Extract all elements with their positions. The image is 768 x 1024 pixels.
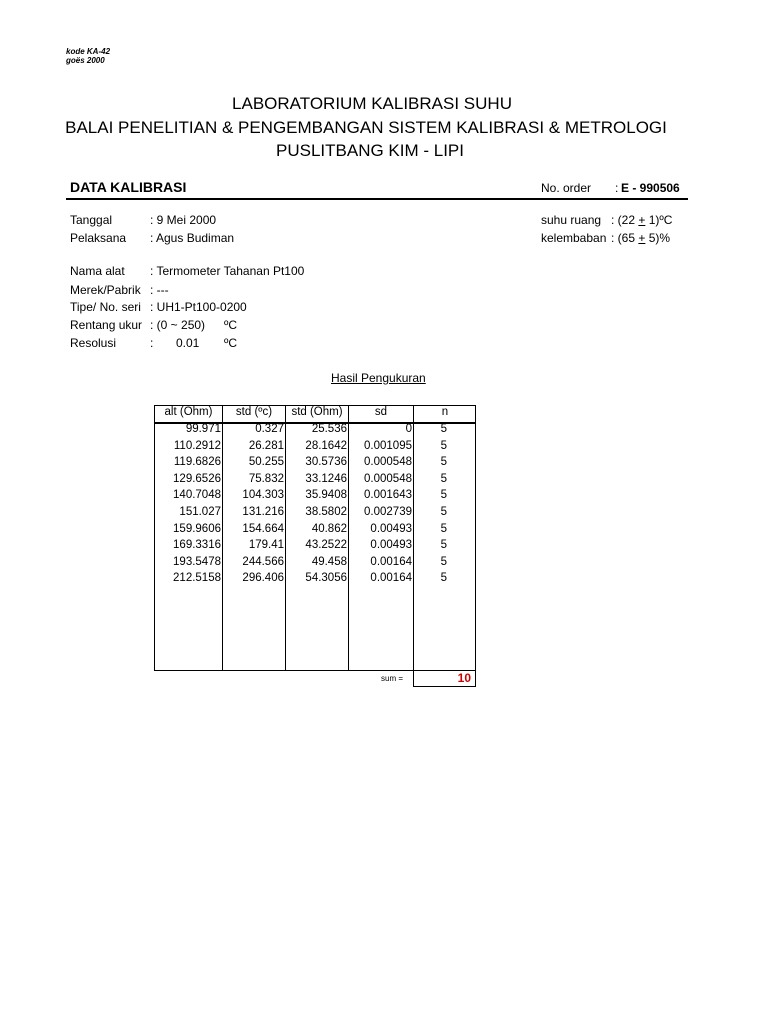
brand-label: Merek/Pabrik (70, 283, 141, 297)
cell-sd: 0.00493 (370, 539, 412, 552)
col-divider-2 (285, 405, 286, 671)
cell-alt-ohm: 119.6826 (173, 456, 221, 469)
cell-std-c: 296.406 (242, 572, 284, 585)
cell-alt-ohm: 193.5478 (173, 555, 221, 568)
humidity-post: 5)% (645, 231, 671, 245)
cell-n: 5 (440, 572, 447, 585)
resolution-label: Resolusi (70, 336, 117, 350)
room-temp-post: 1)ºC (645, 213, 673, 227)
room-temp-pm: + (638, 213, 646, 227)
cell-std-c: 154.664 (242, 522, 284, 535)
cell-n: 5 (440, 439, 447, 452)
cell-std-ohm: 43.2522 (305, 539, 347, 552)
operator-label: Pelaksana (70, 231, 127, 245)
type-serial-value: : UH1-Pt100-0200 (150, 300, 247, 314)
cell-std-ohm: 38.5802 (305, 506, 347, 518)
order-label: No. order (541, 181, 592, 195)
header-lab-name: LABORATORIUM KALIBRASI SUHU (232, 94, 512, 113)
cell-std-ohm: 49.458 (311, 555, 347, 568)
results-title-text: Hasil Pengukuran (331, 371, 426, 385)
cell-std-ohm: 54.3056 (305, 572, 347, 585)
instrument-name-label: Nama alat (70, 264, 125, 278)
humidity-value (611, 231, 670, 245)
cell-n: 5 (440, 472, 447, 485)
resolution-unit: ºC (224, 336, 238, 350)
room-temp-pre: : (22 (611, 213, 639, 227)
cell-sd: 0.000548 (364, 472, 412, 485)
cell-std-c: 179.41 (248, 539, 284, 552)
cell-std-c: 244.566 (242, 555, 284, 568)
resolution-value: 0.01 (176, 336, 200, 350)
results-title (331, 371, 426, 385)
date-label: Tanggal (70, 213, 113, 227)
humidity-label: kelembaban (541, 231, 607, 245)
cell-alt-ohm: 212.5158 (173, 572, 221, 585)
cell-n: 5 (440, 489, 447, 502)
column-header-n: n (441, 406, 449, 418)
cell-n: 5 (440, 506, 447, 518)
cell-std-c: 50.255 (248, 456, 284, 469)
operator-value: : Agus Budiman (150, 231, 235, 245)
resolution-separator: : (150, 336, 154, 350)
cell-sd: 0.000548 (364, 456, 412, 469)
code-line-2: goës 2000 (66, 56, 105, 65)
column-header-std-ohm: std (Ohm) (291, 406, 343, 418)
date-value: : 9 Mei 2000 (150, 213, 217, 227)
header-parent-org: PUSLITBANG KIM - LIPI (276, 141, 464, 160)
type-serial-label: Tipe/ No. seri (70, 300, 141, 314)
column-header-sd: sd (374, 406, 388, 418)
code-line-1: kode KA-42 (66, 47, 111, 56)
room-temp-value (611, 213, 672, 227)
cell-std-ohm: 30.5736 (305, 456, 347, 469)
cell-n: 5 (440, 456, 447, 469)
cell-sd: 0.00164 (370, 555, 412, 568)
col-divider-4 (413, 405, 414, 671)
cell-alt-ohm: 110.2912 (173, 439, 221, 452)
cell-n: 5 (440, 522, 447, 535)
cell-std-c: 104.303 (242, 489, 284, 502)
cell-std-ohm: 25.536 (311, 423, 347, 435)
sum-value: 10 (457, 671, 471, 685)
document-code (66, 47, 110, 65)
range-value: : (0 ~ 250) (150, 318, 206, 332)
cell-std-ohm: 33.1246 (305, 472, 347, 485)
cell-sd: 0.002739 (364, 506, 412, 518)
cell-sd: 0.001643 (364, 489, 412, 502)
cell-std-c: 131.216 (242, 506, 284, 518)
cell-std-c: 75.832 (248, 472, 284, 485)
section-rule (66, 198, 688, 200)
cell-std-c: 26.281 (248, 439, 284, 452)
range-label: Rentang ukur (70, 318, 143, 332)
humidity-pre: : (65 (611, 231, 639, 245)
cell-sd: 0.00493 (370, 522, 412, 535)
cell-n: 5 (440, 555, 447, 568)
cell-sd: 0 (405, 423, 412, 435)
brand-value: : --- (150, 283, 169, 297)
cell-sd: 0.001095 (364, 439, 412, 452)
cell-sd: 0.00164 (370, 572, 412, 585)
cell-std-ohm: 35.9408 (305, 489, 347, 502)
cell-std-ohm: 40.862 (311, 522, 347, 535)
cell-n: 5 (440, 539, 447, 552)
sum-label: sum = (381, 674, 404, 683)
humidity-pm: + (638, 231, 646, 245)
column-header-alt-ohm: alt (Ohm) (164, 406, 213, 418)
section-title: DATA KALIBRASI (70, 179, 187, 195)
cell-alt-ohm: 140.7048 (173, 489, 221, 502)
cell-alt-ohm: 159.9606 (173, 522, 221, 535)
cell-alt-ohm: 169.3316 (173, 539, 221, 552)
col-divider-3 (348, 405, 349, 671)
range-unit: ºC (224, 318, 238, 332)
room-temp-label: suhu ruang (541, 213, 602, 227)
cell-alt-ohm: 129.6526 (173, 472, 221, 485)
col-divider-1 (222, 405, 223, 671)
header-institution: BALAI PENELITIAN & PENGEMBANGAN SISTEM KALIBRASI & METROLOGI (65, 118, 667, 137)
cell-alt-ohm: 99.971 (185, 423, 221, 435)
cell-alt-ohm: 151.027 (179, 506, 221, 518)
cell-std-ohm: 28.1642 (305, 439, 347, 452)
instrument-name-value: : Termometer Tahanan Pt100 (150, 264, 305, 278)
order-separator: : (615, 181, 619, 195)
order-number: E - 990506 (621, 181, 680, 195)
column-header-std-c: std (ºc) (235, 406, 273, 418)
cell-n: 5 (440, 423, 447, 435)
cell-std-c: 0.327 (255, 423, 284, 435)
